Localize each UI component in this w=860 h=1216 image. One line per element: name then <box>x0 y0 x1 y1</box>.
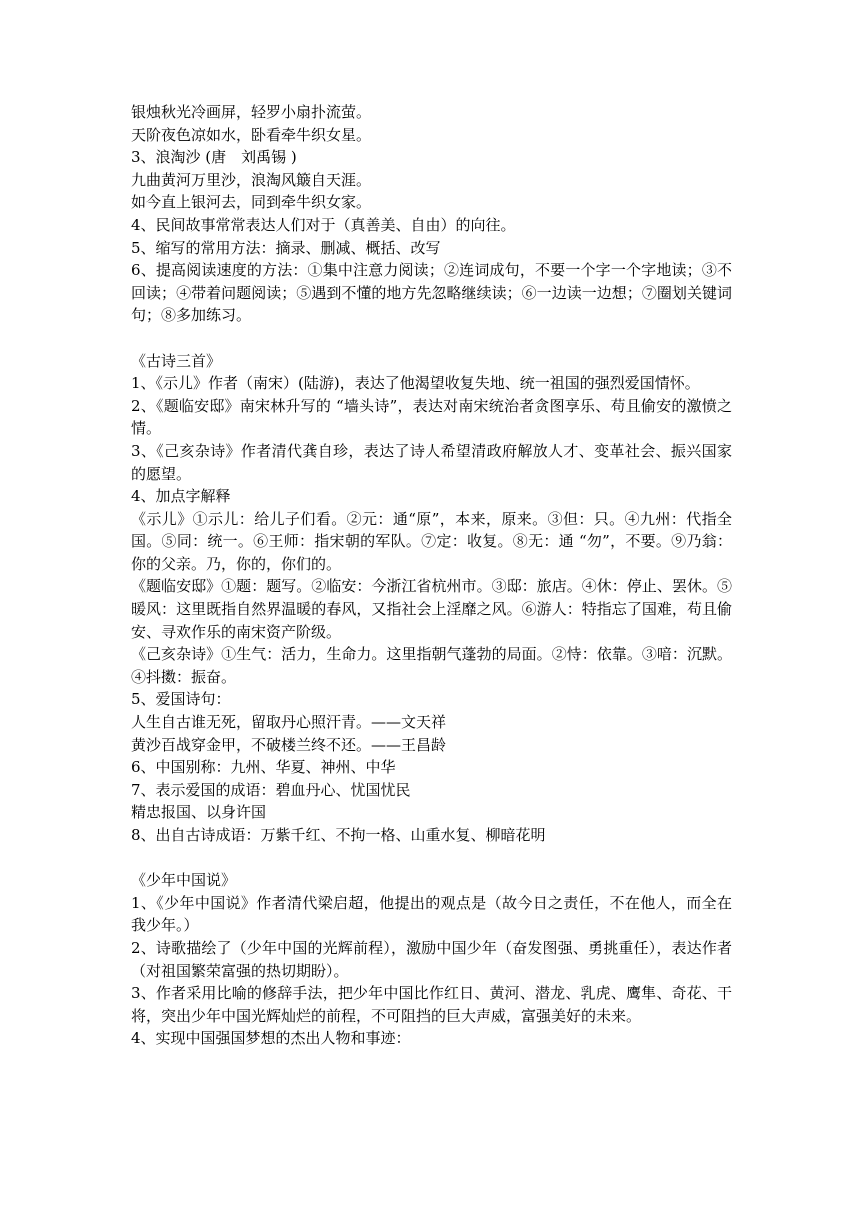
section-title-gushi: 《古诗三首》 <box>131 351 222 370</box>
poem-heading: 3、浪淘沙 (唐 刘禹锡 ) <box>131 148 297 167</box>
note-item: 3、作者采用比喻的修辞手法，把少年中国比作红日、黄河、潜龙、乳虎、鹰隼、奇花、干将，突出少年中国光辉灿烂的前程，不可阻挡的巨大声威，富强美好的未来。 <box>131 984 732 1025</box>
note-item: 7、表示爱国的成语：碧血丹心、忧国忧民 <box>131 780 411 799</box>
poem-line: 银烛秋光冷画屏，轻罗小扇扑流萤。 <box>131 103 372 121</box>
note-item: 精忠报国、以身许国 <box>131 803 267 822</box>
section-spacer <box>131 327 732 350</box>
note-item: 5、爱国诗句： <box>131 690 231 709</box>
document-page <box>131 101 732 1050</box>
poem-line: 人生自古谁无死，留取丹心照汗青。——文天祥 <box>131 713 447 732</box>
note-item: 4、实现中国强国梦想的杰出人物和事迹： <box>131 1029 411 1048</box>
note-item: 1、《示儿》作者（南宋）(陆游)，表达了他渴望收复失地、统一祖国的强烈爱国情怀。 <box>131 374 700 393</box>
note-item: 1、《少年中国说》作者清代梁启超，他提出的观点是（故今日之责任，不在他人，而全在我少年。） <box>131 893 732 935</box>
word-explanation: 《示儿》①示儿：给儿子们看。②元：通“原”，本来，原来。③但：只。④九州：代指全国。⑤同：统一。⑥王师：指宋朝的军队。⑦定：收复。⑧无：通 “勿”，不要。⑨乃翁：你的父亲。乃，你的，你们的。 <box>131 509 732 573</box>
poem-line: 九曲黄河万里沙，浪淘风簸自天涯。 <box>131 170 372 189</box>
note-item: 5、缩写的常用方法：摘录、删减、概括、改写 <box>131 238 441 257</box>
note-item: 8、出自古诗成语：万紫千红、不拘一格、山重水复、柳暗花明 <box>131 826 546 844</box>
poem-line: 黄沙百战穿金甲，不破楼兰终不还。——王昌龄 <box>131 735 447 754</box>
poem-line: 如今直上银河去，同到牵牛织女家。 <box>131 193 372 212</box>
note-item: 4、加点字解释 <box>131 487 231 506</box>
note-item: 3、《己亥杂诗》作者清代龚自珍，表达了诗人希望清政府解放人才、变革社会、振兴国家的愿望。 <box>131 441 732 483</box>
section-title-shaonian: 《少年中国说》 <box>131 871 237 890</box>
note-item: 2、诗歌描绘了（少年中国的光辉前程），激励中国少年（奋发图强、勇挑重任），表达作者（对祖国繁荣富强的热切期盼）。 <box>131 938 732 980</box>
word-explanation: 《己亥杂诗》①生气：活力，生命力。这里指朝气蓬勃的局面。②恃：依靠。③喑：沉默。④抖擞：振奋。 <box>131 645 732 686</box>
note-item: 6、提高阅读速度的方法：①集中注意力阅读；②连词成句，不要一个字一个字地读；③不回读；④带着问题阅读；⑤遇到不懂的地方先忽略继续读；⑥一边读一边想；⑦圈划关键词句；⑧多加练习。 <box>131 261 732 325</box>
word-explanation: 《题临安邸》①题：题写。②临安：今浙江省杭州市。③邸：旅店。④休：停止、罢休。⑤暖风：这里既指自然界温暖的春风，又指社会上淫靡之风。⑥游人：特指忘了国难，苟且偷安、寻欢作乐的南宋资产阶级。 <box>131 577 732 641</box>
note-item: 6、中国别称：九州、华夏、神州、中华 <box>131 758 396 777</box>
note-item: 2、《题临安邸》南宋林升写的 “墙头诗”，表达对南宋统治者贪图享乐、苟且偷安的激愤之情。 <box>131 396 732 438</box>
section-spacer <box>131 847 732 870</box>
note-item: 4、民间故事常常表达人们对于（真善美、自由）的向往。 <box>131 215 516 234</box>
poem-line: 天阶夜色凉如水，卧看牵牛织女星。 <box>131 125 372 144</box>
